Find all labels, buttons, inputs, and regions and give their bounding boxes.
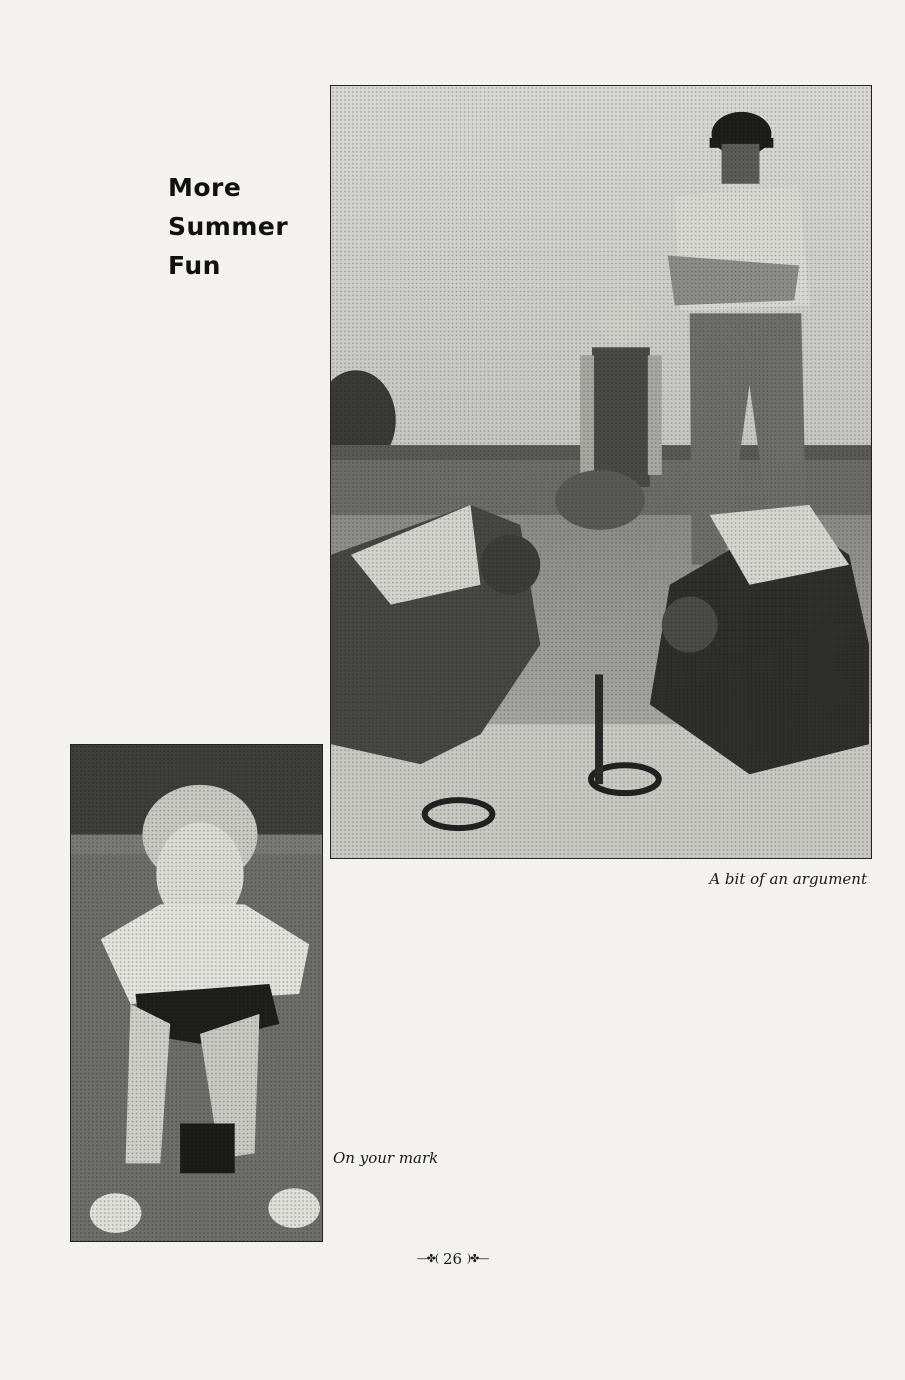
- folio-ornament-left: —✤(: [416, 1252, 439, 1265]
- title-line-2: Summer: [168, 212, 289, 241]
- photo-horseshoe-image: [331, 86, 871, 858]
- caption-horseshoe-argument: A bit of an argument: [709, 870, 867, 888]
- title-line-3: Fun: [168, 251, 221, 280]
- photo-horseshoe-argument: [330, 85, 872, 859]
- page-number: [0, 1250, 905, 1268]
- title-line-1: More: [168, 173, 242, 202]
- folio-ornament-right: )✤—: [466, 1252, 489, 1265]
- photo-sprinter-image: [71, 745, 322, 1241]
- page-number-value: 26: [442, 1250, 463, 1268]
- photo-on-your-mark: [70, 744, 323, 1242]
- caption-on-your-mark: On your mark: [333, 1149, 439, 1167]
- section-title: [168, 168, 288, 285]
